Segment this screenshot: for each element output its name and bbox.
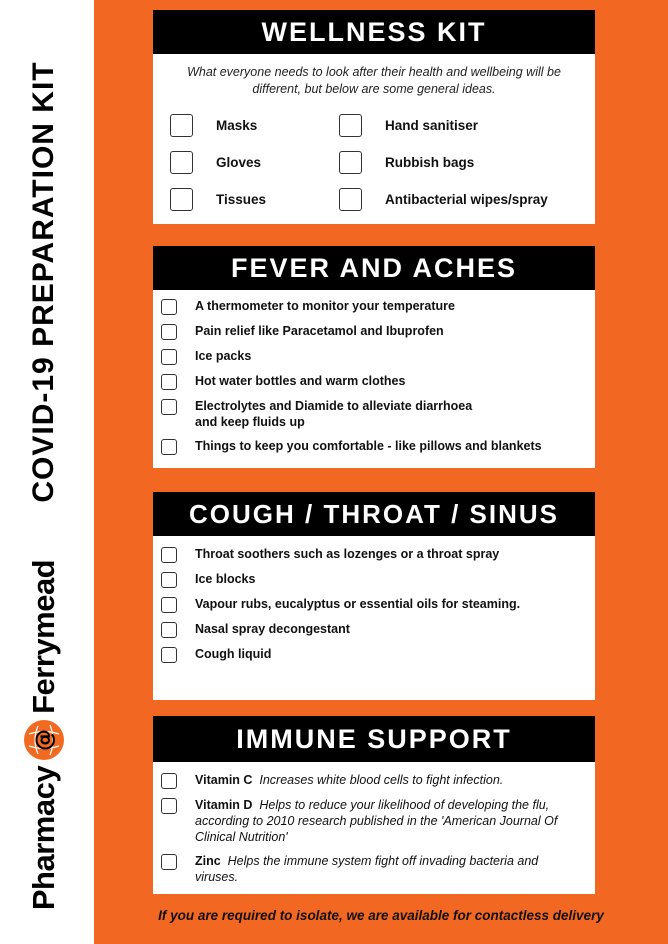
checklist-item — [170, 151, 261, 174]
fever-checklist — [153, 290, 595, 455]
item-label — [195, 853, 565, 885]
item-label: Tissues — [216, 192, 267, 207]
checklist-item — [161, 298, 587, 315]
item-label: Ice blocks — [195, 572, 256, 586]
item-label: Hand sanitiser — [385, 118, 479, 133]
checklist-item — [339, 151, 474, 174]
checkbox[interactable] — [170, 151, 193, 174]
item-label: Rubbish bags — [385, 155, 475, 170]
checkbox[interactable] — [161, 324, 177, 340]
checklist-item — [170, 114, 257, 137]
item-label — [195, 797, 565, 845]
immune-checklist — [153, 762, 595, 885]
checklist-item — [161, 373, 587, 390]
supplement-name: Zinc — [195, 854, 221, 868]
supplement-desc: Helps to reduce your likelihood of developing the flu, according to 2010 research published in the 'American Journal Of Clinical Nutrition' — [195, 798, 558, 844]
supplement-name: Vitamin D — [195, 798, 253, 812]
checkbox[interactable] — [161, 399, 177, 415]
item-label: Hot water bottles and warm clothes — [195, 374, 406, 388]
supplement-desc: Helps the immune system fight off invading bacteria and viruses. — [195, 854, 539, 884]
item-label: Gloves — [216, 155, 262, 170]
checkbox[interactable] — [339, 151, 362, 174]
immune-support-header: IMMUNE SUPPORT — [153, 716, 595, 762]
checkbox[interactable] — [161, 798, 177, 814]
main-panel — [94, 0, 668, 944]
checkbox[interactable] — [161, 622, 177, 638]
kit-title: COVID-19 PREPARATION KIT — [27, 61, 60, 503]
checklist-item — [161, 853, 587, 885]
item-label: Electrolytes and Diamide to alleviate diarrhoea and keep fluids up — [195, 399, 473, 429]
item-label: Throat soothers such as lozenges or a throat spray — [195, 547, 500, 561]
immune-support-section — [153, 716, 595, 894]
checkbox[interactable] — [170, 188, 193, 211]
pharmacy-logo — [21, 535, 67, 935]
checkbox[interactable] — [161, 572, 177, 588]
sidebar — [0, 0, 94, 944]
checklist-item — [161, 646, 587, 663]
supplement-name: Vitamin C — [195, 773, 253, 787]
item-label: Ice packs — [195, 349, 252, 363]
checkbox[interactable] — [161, 547, 177, 563]
checklist-item — [170, 188, 266, 211]
checkbox[interactable] — [161, 854, 177, 870]
checkbox[interactable] — [339, 188, 362, 211]
checkbox[interactable] — [161, 349, 177, 365]
wellness-kit-section — [153, 10, 595, 224]
checklist-item — [161, 797, 587, 845]
checklist-item — [339, 188, 548, 211]
item-label: Pain relief like Paracetamol and Ibuprofen — [195, 324, 444, 338]
checklist-item — [161, 772, 587, 789]
checklist-item — [161, 596, 587, 613]
item-label: A thermometer to monitor your temperature — [195, 299, 455, 313]
fever-aches-header: FEVER AND ACHES — [153, 246, 595, 290]
checkbox[interactable] — [161, 374, 177, 390]
item-label: Things to keep you comfortable - like pillows and blankets — [195, 439, 542, 453]
checkbox[interactable] — [161, 439, 177, 455]
cough-checklist — [153, 536, 595, 663]
checklist-item — [161, 438, 587, 455]
checklist-item — [161, 546, 587, 563]
checkbox[interactable] — [161, 299, 177, 315]
checkbox[interactable] — [161, 773, 177, 789]
item-label: Nasal spray decongestant — [195, 622, 350, 636]
brand-right-text: Ferrymead — [26, 559, 61, 714]
at-symbol-icon — [24, 720, 64, 760]
wellness-kit-header: WELLNESS KIT — [153, 10, 595, 54]
wellness-checklist — [153, 98, 595, 218]
cough-throat-sinus-header: COUGH / THROAT / SINUS — [153, 492, 595, 536]
checkbox[interactable] — [170, 114, 193, 137]
delivery-footer: If you are required to isolate, we are available for contactless delivery — [158, 908, 604, 923]
item-label: Masks — [216, 118, 258, 133]
svg-text:@: @ — [32, 728, 57, 751]
checkbox[interactable] — [161, 647, 177, 663]
cough-throat-sinus-section — [153, 492, 595, 700]
fever-aches-section — [153, 246, 595, 468]
checklist-item — [161, 348, 587, 365]
checkbox[interactable] — [161, 597, 177, 613]
item-label: Vapour rubs, eucalyptus or essential oils for steaming. — [195, 597, 521, 611]
checklist-item — [339, 114, 478, 137]
wellness-intro: What everyone needs to look after their health and wellbeing will be different, but below are some general ideas. — [187, 65, 561, 96]
checklist-item — [161, 571, 587, 588]
supplement-desc: Increases white blood cells to fight infection. — [259, 773, 504, 787]
checkbox[interactable] — [339, 114, 362, 137]
item-label: Cough liquid — [195, 647, 272, 661]
item-label: Antibacterial wipes/spray — [385, 192, 548, 207]
checklist-item — [161, 621, 587, 638]
brand-left-text: Pharmacy — [26, 765, 61, 911]
item-label — [195, 772, 565, 788]
checklist-item — [161, 323, 587, 340]
checklist-item — [161, 398, 587, 430]
